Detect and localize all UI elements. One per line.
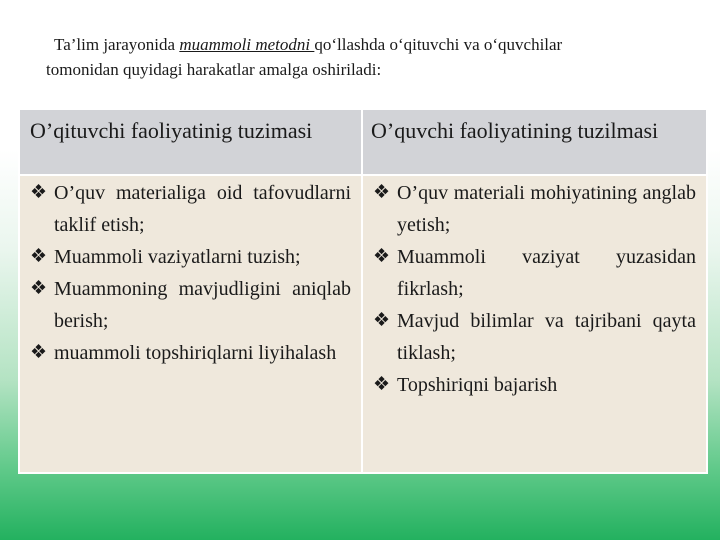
- list-item: [373, 369, 696, 401]
- diamond-bullet-icon: ❖: [373, 246, 391, 267]
- student-activity-cell: [362, 175, 707, 473]
- list-item-text: O’quv materialiga oid tafovudlarni taklif etish;: [54, 182, 351, 236]
- header-student-activity: O’quvchi faoliyatining tuzilmasi: [362, 109, 707, 175]
- diamond-bullet-icon: ❖: [30, 278, 48, 299]
- header-teacher-activity: O’qituvchi faoliyatinig tuzimasi: [19, 109, 362, 175]
- intro-line-1-start: Ta’lim jarayonida: [54, 35, 180, 54]
- diamond-bullet-icon: ❖: [30, 182, 48, 203]
- diamond-bullet-icon: ❖: [30, 246, 48, 267]
- intro-line-1-end: qo‘llashda o‘qituvchi va o‘quvchilar: [314, 35, 563, 54]
- list-item: [373, 177, 696, 241]
- list-item-text: Muammoli vaziyat yuzasidan fikrlash;: [397, 246, 696, 300]
- list-item-text: Muammoning mavjudligini aniqlab berish;: [54, 278, 351, 332]
- list-item: [373, 241, 696, 305]
- table-header-row: [19, 109, 707, 175]
- intro-line-1: [46, 32, 686, 57]
- list-item: [30, 273, 351, 337]
- diamond-bullet-icon: ❖: [373, 310, 391, 331]
- table-body-row: [19, 175, 707, 473]
- list-item: [373, 305, 696, 369]
- activities-table: [18, 108, 708, 474]
- list-item: [30, 241, 351, 273]
- list-item-text: Mavjud bilimlar va tajribani qayta tiklash;: [397, 310, 696, 364]
- list-item: [30, 337, 351, 369]
- intro-line-2: tomonidan quyidagi harakatlar amalga oshiriladi:: [46, 60, 382, 79]
- diamond-bullet-icon: ❖: [30, 342, 48, 363]
- list-item-text: O’quv materiali mohiyatining anglab yetish;: [397, 182, 696, 236]
- list-item-text: Muammoli vaziyatlarni tuzish;: [54, 246, 301, 268]
- intro-emphasis-method: muammoli metodni: [179, 35, 315, 54]
- list-item-text: Topshiriqni bajarish: [397, 374, 558, 396]
- diamond-bullet-icon: ❖: [373, 374, 391, 395]
- teacher-activity-cell: [19, 175, 362, 473]
- list-item: [30, 177, 351, 241]
- diamond-bullet-icon: ❖: [373, 182, 391, 203]
- list-item-text: muammoli topshiriqlarni liyihalash: [54, 342, 337, 364]
- intro-text: [46, 32, 686, 82]
